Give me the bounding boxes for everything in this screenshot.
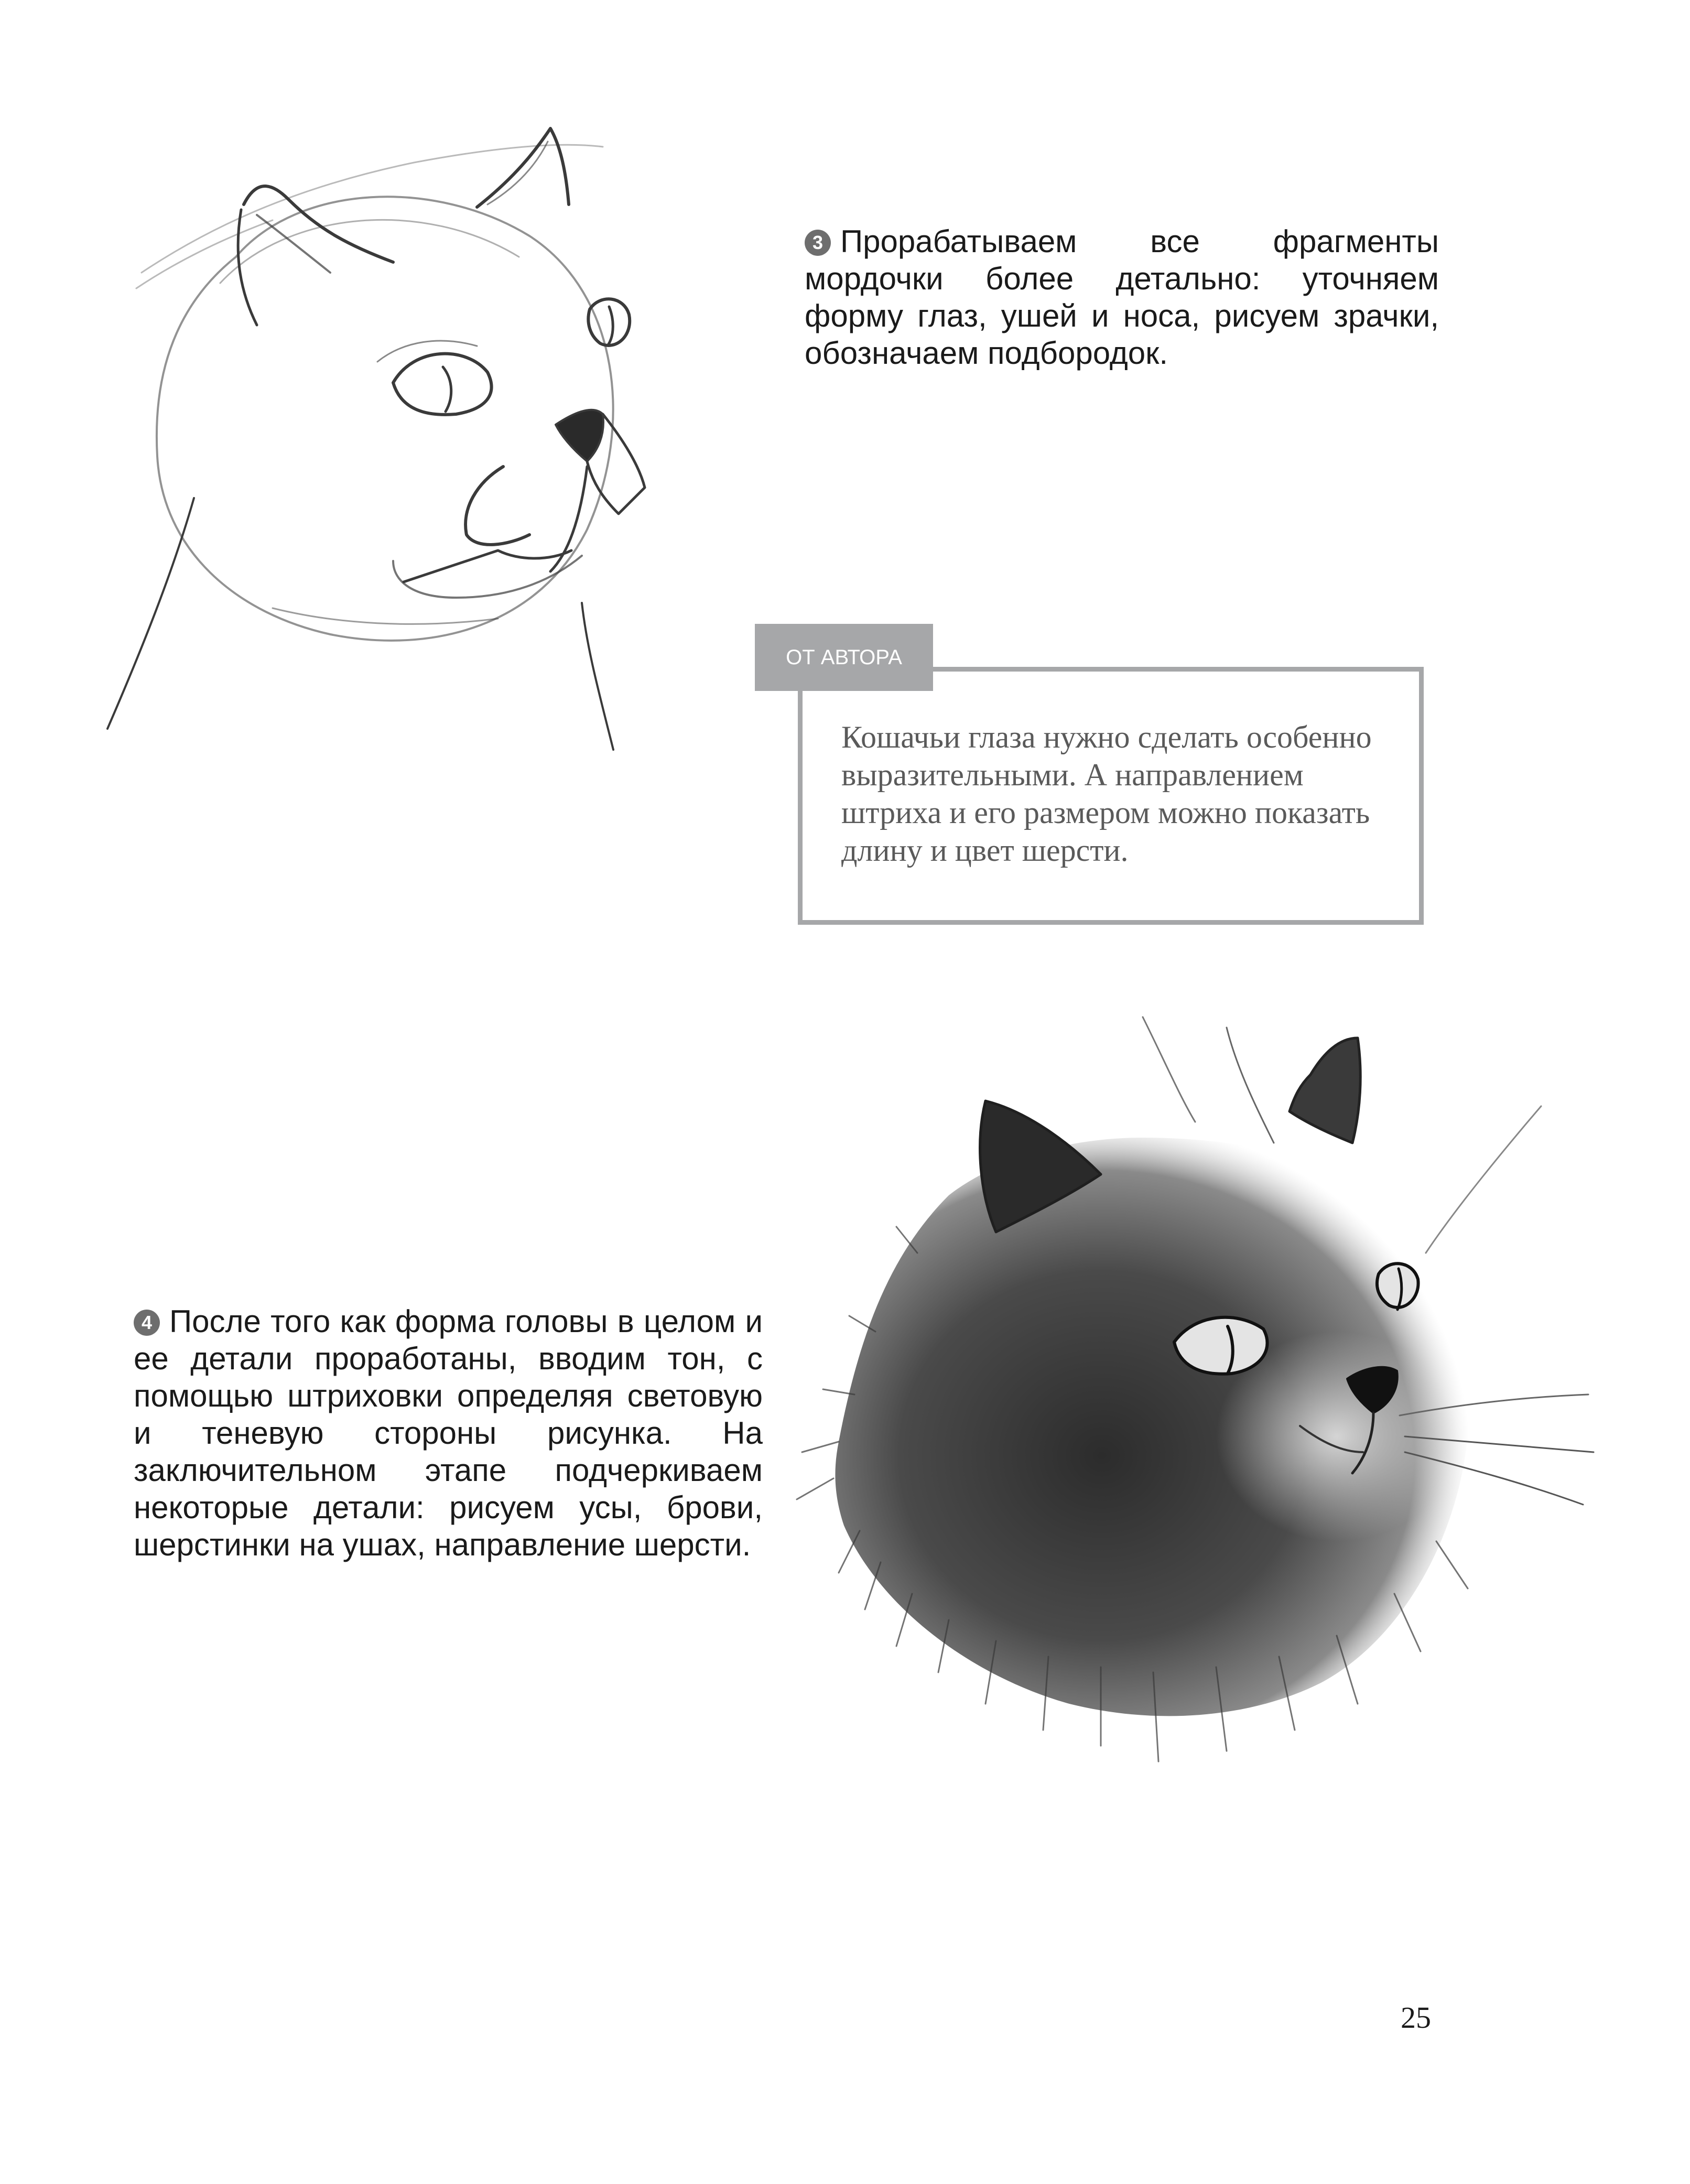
step-4-description: [134, 1303, 763, 1563]
step-3-description: [805, 223, 1439, 372]
step-3-text: Прорабатываем все фрагменты мордочки более детально: уточняем форму глаз, ушей и носа, рисуем зрачки, обозначаем подбородок.: [805, 224, 1439, 371]
author-note-text: Кошачьи глаза нужно сделать особенно выразительными. А направлением штриха и его размером можно показать длину и цвет шерсти.: [841, 720, 1372, 868]
author-note-label: ОТ АВТОРА: [755, 624, 933, 691]
step-number-badge: 4: [134, 1310, 160, 1336]
step-4-text: После того как форма головы в целом и ее детали проработаны, вводим тон, с помощью штриховки определяя световую и теневую стороны рисунка. На заключительном этапе подчеркиваем некоторые детали: рисуем усы, брови, шерстинки на ушах, направление шерсти.: [134, 1304, 763, 1562]
shaded-cat-sketch: [776, 1007, 1604, 1845]
page-number: 25: [1401, 2001, 1431, 2035]
step-number-badge: 3: [805, 230, 831, 256]
cat-outline-sketch: [100, 100, 760, 781]
